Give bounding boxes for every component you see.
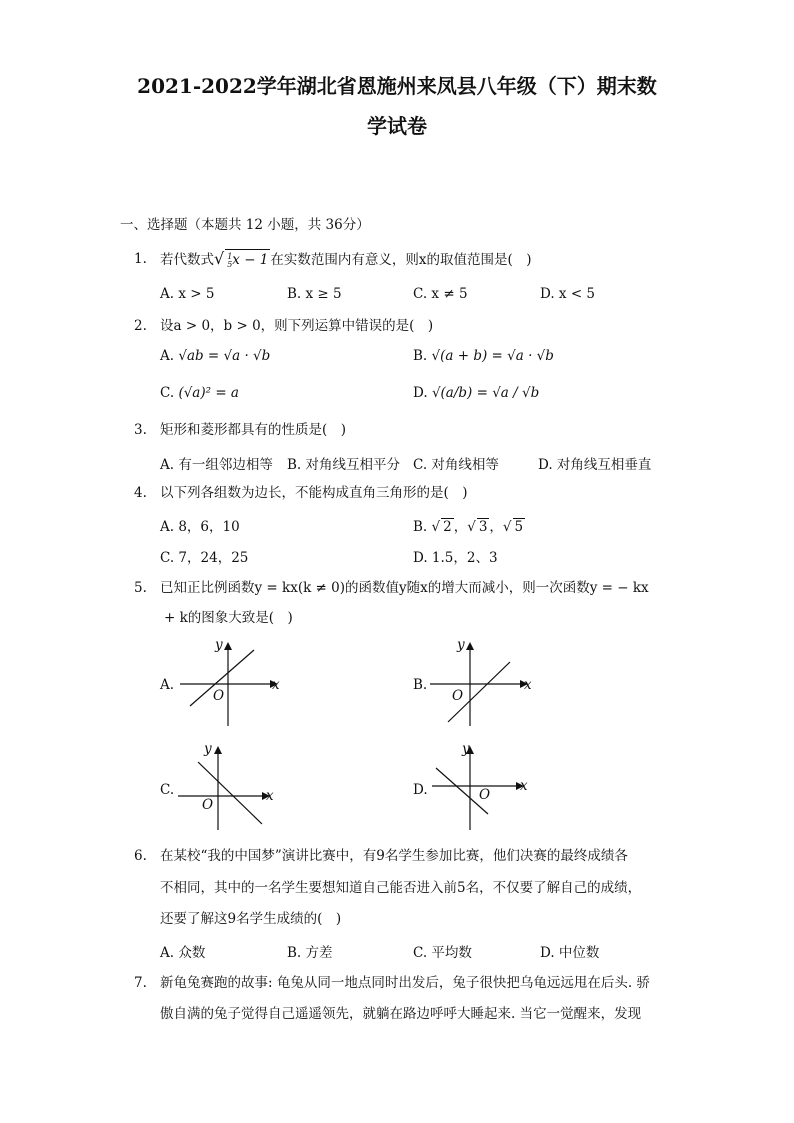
axis-x-label: x	[266, 788, 274, 804]
option-b: B. √ 2 ，√ 3 ，√ 5	[413, 519, 524, 535]
graph-b	[428, 636, 538, 728]
option-expression: (√a)² = a	[178, 385, 239, 401]
section-heading: 一、选择题（本题共 12 小题，共 36分）	[120, 217, 370, 233]
question-number: 6.	[134, 848, 147, 864]
option-b	[413, 348, 554, 364]
question-7-line2: 傲自满的兔子觉得自己遥遥领先，就躺在路边呼呼大睡起来. 当它一觉醒来，发现	[160, 1006, 642, 1022]
stem-text: 在实数范围内有意义，则x的取值范围是( )	[270, 252, 532, 268]
option-a: A. 众数	[160, 945, 206, 961]
axis-y-label: y	[204, 741, 212, 757]
question-number: 4.	[134, 485, 147, 501]
question-number: 7.	[134, 975, 147, 991]
radicand: 3	[478, 519, 488, 535]
graph-c-label: C.	[160, 782, 175, 798]
fraction-denominator: 5	[227, 259, 233, 269]
option-d: D. 中位数	[540, 945, 600, 961]
option-d: D. x < 5	[540, 286, 596, 302]
question-number: 1.	[134, 251, 147, 267]
axis-x-label: x	[272, 677, 280, 693]
question-stem: 矩形和菱形都具有的性质是( )	[160, 422, 347, 438]
axis-y-label: y	[457, 637, 465, 653]
option-d: D. 对角线互相垂直	[538, 457, 652, 473]
question-stem: 在某校“我的中国梦”演讲比赛中，有9名学生参加比赛，他们决赛的最终成绩各	[160, 848, 628, 864]
question-number: 2.	[134, 318, 147, 334]
radicand: 5	[514, 519, 524, 535]
y-axis-arrow-icon	[224, 642, 232, 650]
option-a: A. 有一组邻边相等	[160, 457, 273, 473]
graph-a-label: A.	[160, 677, 175, 693]
option-label: A.	[160, 348, 175, 364]
origin-label: O	[479, 787, 491, 803]
stem-text: 若代数式	[160, 252, 214, 268]
graph-c	[176, 740, 286, 832]
axis-x-label: x	[524, 677, 532, 693]
y-axis-arrow-icon	[466, 642, 474, 650]
graph-b-label: B.	[413, 677, 428, 693]
question-number: 5.	[134, 580, 147, 596]
y-axis-arrow-icon	[214, 746, 222, 754]
radicand: 2	[443, 519, 452, 535]
question-number: 3.	[134, 422, 147, 438]
question-6-line3: 还要了解这9名学生成绩的( )	[160, 911, 342, 927]
option-expression: √ab = √a · √b	[178, 348, 271, 364]
fraction-numerator: 1	[227, 251, 233, 261]
question-stem-cont: + k的图象大致是( )	[164, 610, 293, 626]
option-a: A. x > 5	[160, 286, 215, 302]
option-b: B. 方差	[287, 945, 333, 961]
question-5-cont	[164, 608, 293, 628]
question-stem: 已知正比例函数y = kx(k ≠ 0)的函数值y随x的增大而减小，则一次函数y = − kx	[160, 580, 649, 596]
option-expression: √(a + b) = √a · √b	[431, 348, 554, 364]
option-a: A. 8，6，10	[160, 519, 240, 535]
option-label: B.	[413, 348, 428, 364]
axis-y-label: y	[462, 741, 470, 757]
option-c: C. 平均数	[413, 945, 472, 961]
question-stem: 若代数式√ 1 5x − 1 在实数范围内有意义，则x的取值范围是( )	[160, 249, 532, 269]
option-b: B. 对角线互相平分	[287, 457, 401, 473]
radical-expression	[225, 249, 270, 270]
origin-label: O	[202, 797, 214, 813]
page-title-line2: 学试卷	[367, 114, 427, 138]
question-6-line2: 不相同，其中的一名学生要想知道自己能否进入前5名，不仅要了解自己的成绩，	[160, 880, 642, 896]
option-a	[160, 348, 270, 364]
option-c: C. x ≠ 5	[413, 286, 468, 302]
option-b: B. x ≥ 5	[287, 286, 342, 302]
page-title-line1: 2021-2022学年湖北省恩施州来凤县八年级（下）期末数	[137, 74, 657, 98]
option-d: D. 1.5，2、3	[413, 550, 498, 566]
option-c: C. 对角线相等	[413, 457, 499, 473]
option-c	[160, 385, 239, 401]
function-line	[198, 762, 262, 824]
axis-y-label: y	[215, 637, 223, 653]
option-d	[413, 385, 539, 401]
question-stem: 设a > 0，b > 0，则下列运算中错误的是( )	[160, 318, 434, 334]
axis-x-label: x	[520, 778, 528, 794]
question-stem: 以下列各组数为边长，不能构成直角三角形的是( )	[160, 485, 468, 501]
origin-label: O	[452, 688, 464, 704]
option-label: D.	[413, 385, 428, 401]
option-label: C.	[160, 385, 175, 401]
option-expression: √(a/b) = √a / √b	[431, 385, 540, 401]
option-label: B.	[413, 519, 428, 535]
option-c: C. 7，24，25	[160, 550, 249, 566]
radicand: x − 1	[232, 252, 269, 268]
question-stem: 新龟兔赛跑的故事: 龟兔从同一地点同时出发后，兔子很快把乌龟远远甩在后头. 骄	[160, 975, 650, 991]
origin-label: O	[213, 688, 225, 704]
graph-d-label: D.	[413, 782, 428, 798]
